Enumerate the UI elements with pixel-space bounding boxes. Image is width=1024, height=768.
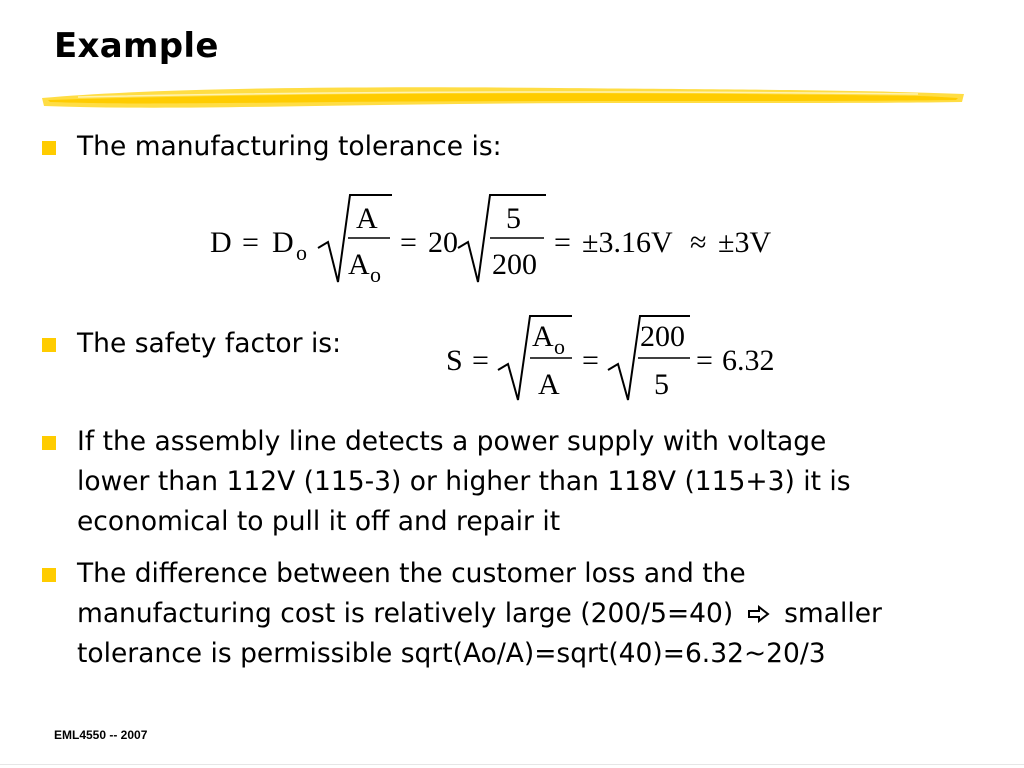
formula-subscript: o xyxy=(554,334,565,359)
tolerance-formula xyxy=(210,190,810,300)
bottom-rule xyxy=(0,764,1024,765)
bullet-marker xyxy=(42,338,56,352)
formula-subscript: o xyxy=(296,240,307,265)
bullet-text-line: tolerance is permissible sqrt(Ao/A)=sqrt(40)=6.32~20/3 xyxy=(77,638,826,669)
formula-numerator: 5 xyxy=(506,202,521,235)
safety-factor-formula xyxy=(446,312,806,412)
formula-approx: ≈ xyxy=(690,226,707,259)
bullet-text-line: If the assembly line detects a power supply with voltage xyxy=(77,426,827,457)
formula-equals: = xyxy=(472,344,489,377)
formula-equals: = xyxy=(554,226,571,259)
bullet-text: The safety factor is: xyxy=(77,328,342,359)
formula-denominator: A xyxy=(348,248,370,281)
formula-equals: = xyxy=(400,226,417,259)
arrow-right-icon xyxy=(748,605,770,623)
bullet-text: The manufacturing tolerance is: xyxy=(77,131,502,162)
bullet-text-line: economical to pull it off and repair it xyxy=(77,506,561,537)
formula-numerator: A xyxy=(532,320,554,353)
bullet-marker xyxy=(42,568,56,582)
bullet-text-segment: manufacturing cost is relatively large (200/5=40) xyxy=(77,598,734,629)
bullet-text-line: lower than 112V (115-3) or higher than 118V (115+3) it is xyxy=(77,466,851,497)
formula-d-symbol: D xyxy=(272,226,294,259)
formula-denominator: 5 xyxy=(654,368,669,401)
formula-result: ±3.16V xyxy=(582,226,673,259)
bullet-text-segment: smaller xyxy=(784,598,882,629)
formula-denominator: A xyxy=(538,368,560,401)
bullet-marker xyxy=(42,141,56,155)
title-underline-brush xyxy=(38,80,968,116)
formula-numerator: A xyxy=(356,202,378,235)
formula-d-symbol: D xyxy=(210,226,232,259)
formula-equals: = xyxy=(582,344,599,377)
formula-denominator: 200 xyxy=(492,248,537,281)
bullet-marker xyxy=(42,436,56,450)
formula-subscript: o xyxy=(370,262,381,287)
formula-equals: = xyxy=(242,226,259,259)
formula-coefficient: 20 xyxy=(428,226,458,259)
formula-equals: = xyxy=(696,344,713,377)
formula-numerator: 200 xyxy=(640,320,685,353)
formula-approx-result: ±3V xyxy=(718,226,772,259)
slide-title: Example xyxy=(54,26,219,66)
formula-s-symbol: S xyxy=(446,344,463,377)
formula-result: 6.32 xyxy=(722,344,775,377)
bullet-text-line xyxy=(77,594,882,634)
slide-footer: EML4550 -- 2007 xyxy=(54,728,148,742)
bullet-text-line: The difference between the customer loss and the xyxy=(77,558,746,589)
